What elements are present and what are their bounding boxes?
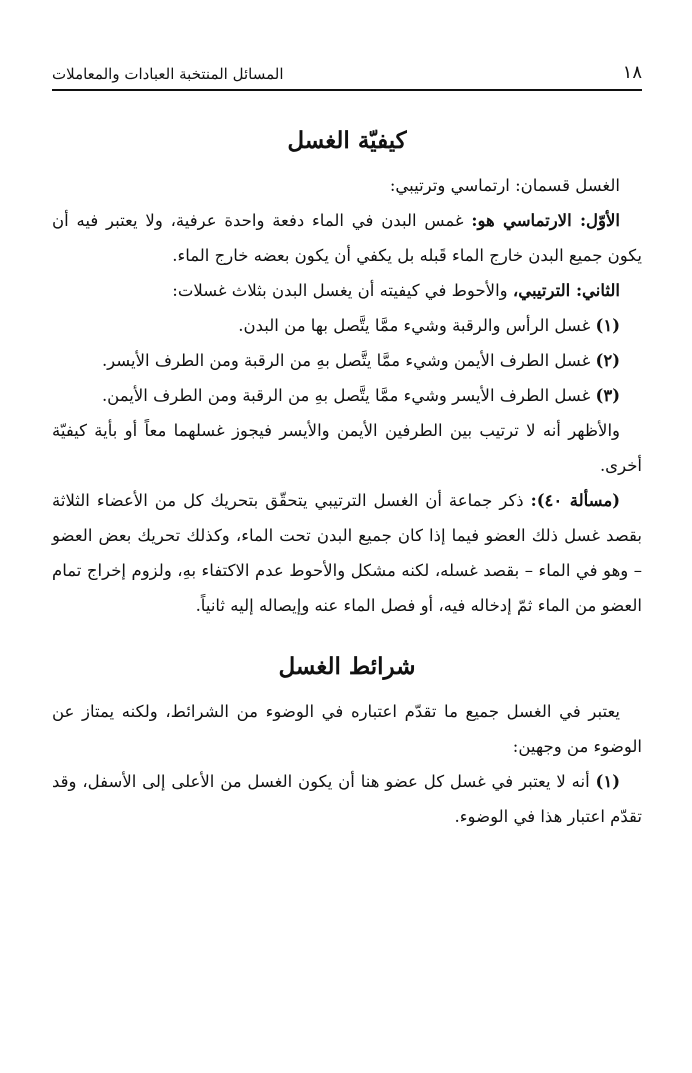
step-item [52, 343, 642, 378]
step-number: (١) [595, 316, 620, 335]
first-type-paragraph [52, 203, 642, 273]
second-type-text: والأحوط في كيفيته أن يغسل البدن بثلاث غسلات: [172, 281, 513, 300]
issue-text: ذكر جماعة أن الغسل الترتيبي يتحقّق بتحريك كل من الأعضاء الثلاثة بقصد غسل ذلك العضو فيما إذا كان جميع البدن تحت الماء، وكذلك تحريك بعض العضو – وهو في الماء – بقصد غسله، لكنه مشكل والأحوط عدم الاكتفاء بهِ، ولزوم إخراج تمام العضو من الماء ثمّ إدخاله فيه، أو فصل الماء عنه وإيصاله إليه ثانياً. [52, 491, 642, 615]
condition-item [52, 764, 642, 834]
issue-paragraph [52, 483, 642, 623]
intro-paragraph [52, 168, 642, 203]
first-type-text: غمس البدن في الماء دفعة واحدة عرفية، ولا يعتبر فيه أن يكون جميع البدن خارج الماء قَبله بل يكفي أن يكون بعضه خارج الماء. [52, 211, 642, 265]
second-type-label: الثاني: الترتيبي، [512, 281, 620, 300]
step-text: غسل الطرف الأيسر وشيء ممَّا يتَّصل بهِ من الرقبة ومن الطرف الأيمن. [101, 386, 596, 405]
step-text: غسل الطرف الأيمن وشيء ممَّا يتَّصل بهِ من الرقبة ومن الطرف الأيسر. [101, 351, 596, 370]
first-type-label: الأوّل: الارتماسي هو: [471, 211, 620, 230]
second-type-paragraph [52, 273, 642, 308]
conditions-intro-text: يعتبر في الغسل جميع ما تقدّم اعتباره في الوضوء من الشرائط، ولكنه يمتاز عن الوضوء من وجهين: [52, 702, 642, 756]
condition-number: (١) [595, 772, 620, 791]
step-number: (٢) [595, 351, 620, 370]
step-item [52, 308, 642, 343]
page-number: ١٨ [622, 62, 642, 83]
section-title-ghusl-conditions: شرائط الغسل [278, 653, 416, 680]
intro-text: الغسل قسمان: ارتماسي وترتيبي: [389, 176, 620, 195]
condition-text: أنه لا يعتبر في غسل كل عضو هنا أن يكون الغسل من الأعلى إلى الأسفل، وقد تقدّم اعتبار هذا في الوضوء. [52, 772, 642, 826]
step-item [52, 378, 642, 413]
running-title: المسائل المنتخبة العبادات والمعاملات [52, 65, 284, 83]
conditions-intro-paragraph [52, 694, 642, 764]
conclusion-paragraph [52, 413, 642, 483]
step-text: غسل الرأس والرقبة وشيء ممَّا يتَّصل بها من البدن. [238, 316, 596, 335]
page [52, 62, 642, 834]
issue-label: (مسألة ٤٠): [530, 491, 620, 510]
step-number: (٣) [595, 386, 620, 405]
section-title-ghusl-method: كيفيّة الغسل [287, 127, 407, 154]
running-header [52, 62, 642, 91]
conclusion-text: والأظهر أنه لا ترتيب بين الطرفين الأيمن والأيسر فيجوز غسلهما معاً أو بأية كيفيّة أخرى. [52, 421, 642, 475]
